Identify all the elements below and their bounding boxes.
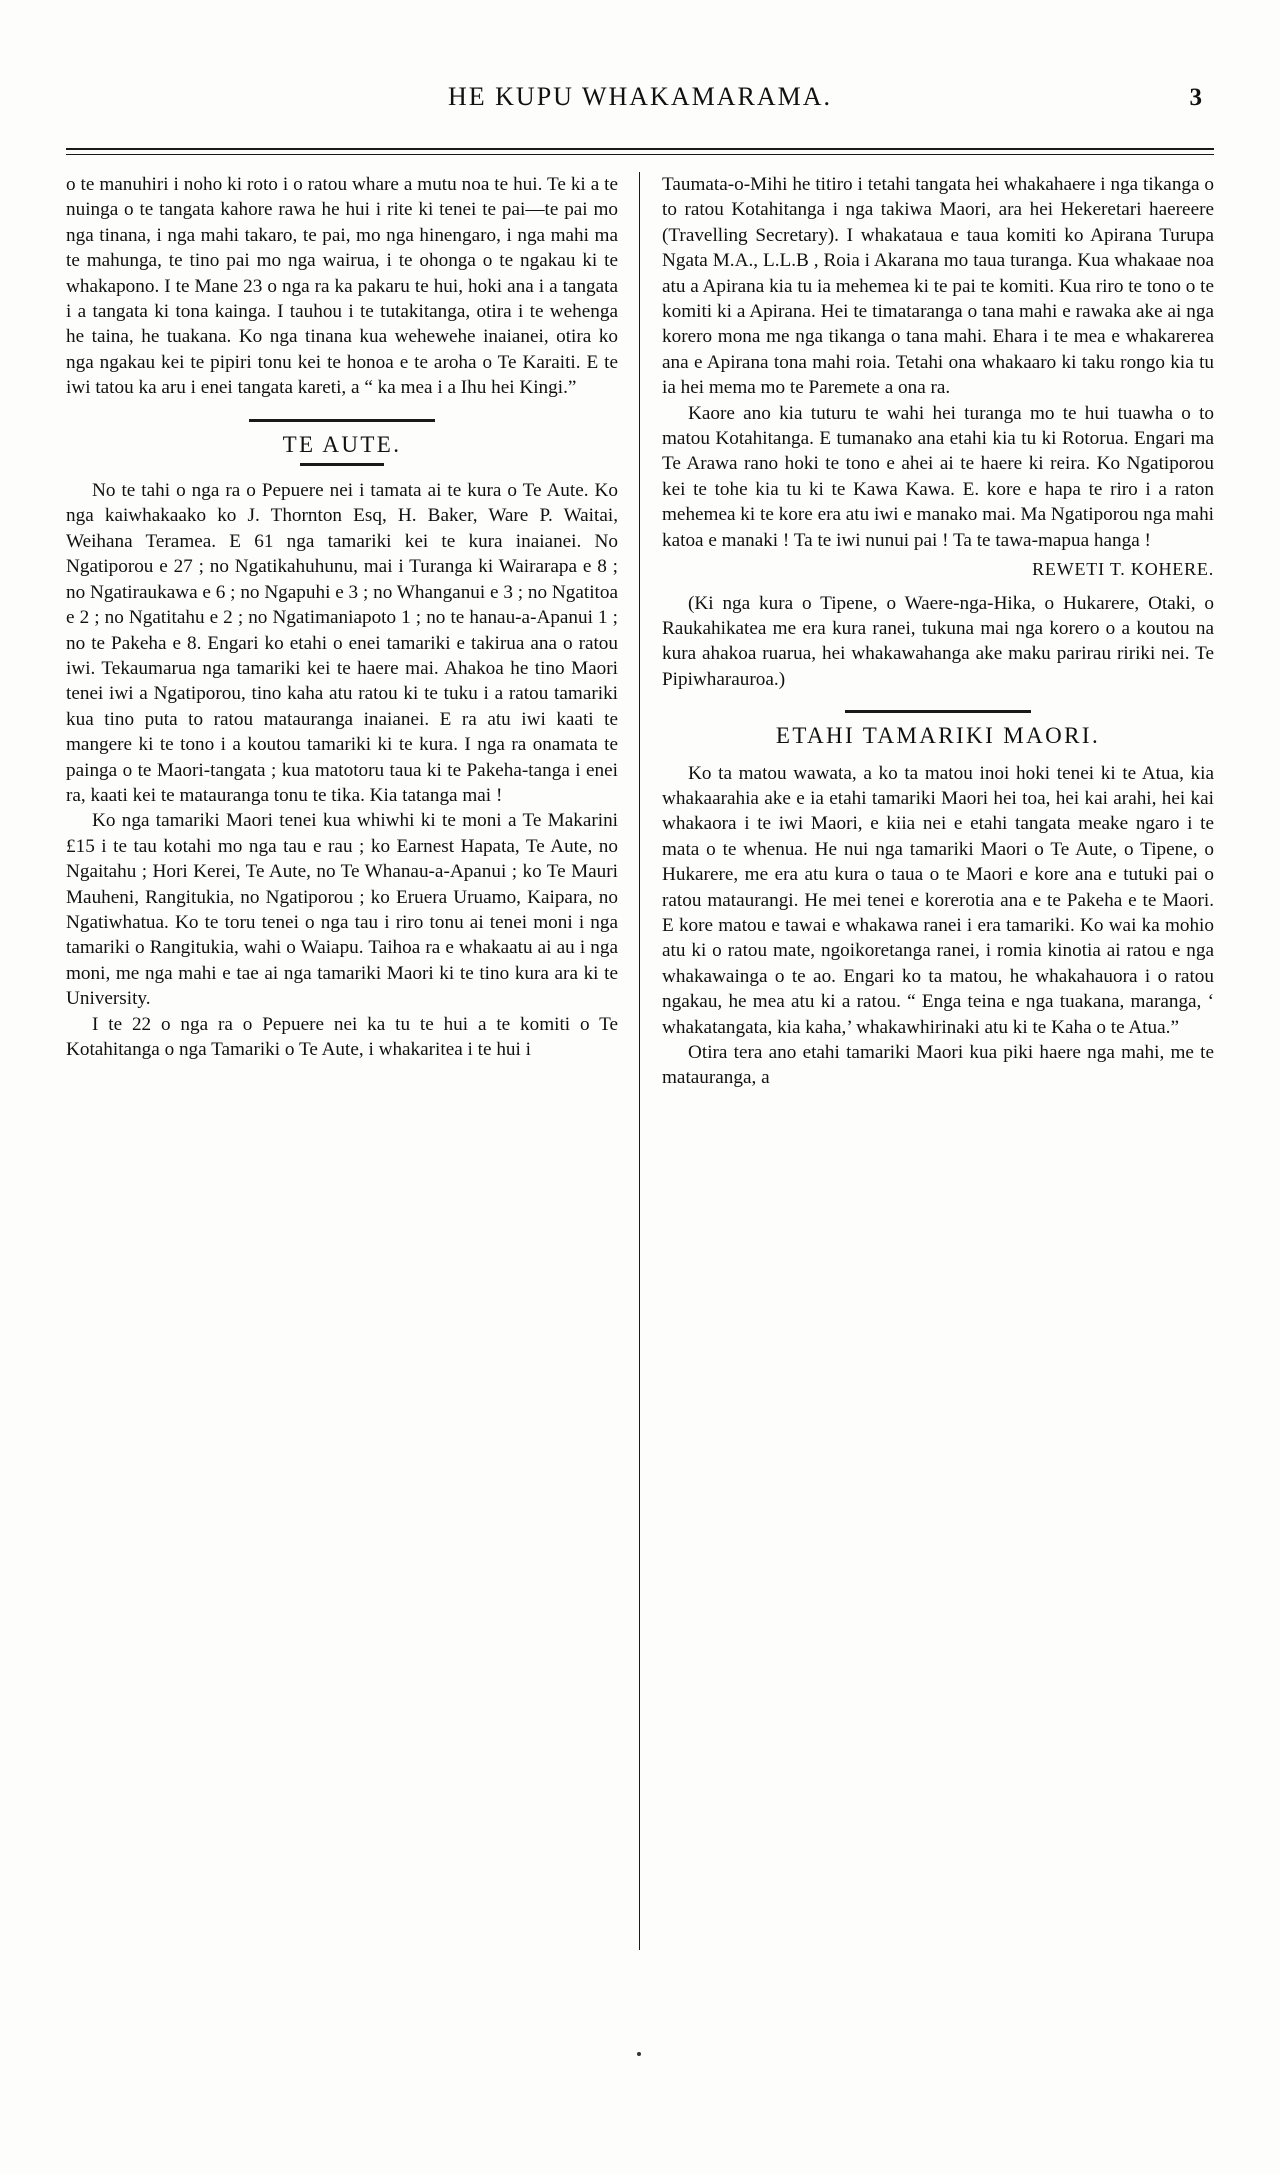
section-separator bbox=[845, 710, 1031, 713]
page-number: 3 bbox=[1189, 84, 1202, 111]
page-header bbox=[0, 82, 1280, 122]
header-rule-thin bbox=[66, 154, 1214, 155]
paragraph: Kaore ano kia tuturu te wahi hei turanga mo te hui tuawha o to matou Kotahitanga. E tumanako ana etahi kia tu ki Rotorua. Engari ma Te Arawa rano hoki te tono e ahei ai te haere ki reira. Ko Ngatiporou kei te tohe kia tu ki te Kawa Kawa. E. kore e hapa te riro i a raton mehemea ki te kore era atu iwi e manako mai. Ma Ngatiporou nga mahi katoa e manaki ! Ta te iwi nunui pai ! Ta te tawa-mapua hanga ! bbox=[662, 402, 1214, 551]
columns-container bbox=[66, 172, 1214, 1972]
paragraph: Otira tera ano etahi tamariki Maori kua piki haere nga mahi, me te matauranga, a bbox=[662, 1042, 1214, 1089]
left-column bbox=[66, 172, 618, 1062]
paragraph: I te 22 o nga ra o Pepuere nei ka tu te hui a te komiti o Te Kotahitanga o nga Tamariki o Te Aute, i whakaritea i te hui i bbox=[66, 1013, 618, 1060]
section-separator bbox=[249, 419, 435, 422]
column-divider bbox=[639, 172, 640, 1950]
editor-note-paragraph: (Ki nga kura o Tipene, o Waere-nga-Hika, o Hukarere, Otaki, o Raukahikatea me era kura ranei, tukuna mai nga korero o a koutou na kura ahakoa ruarua, hei whakawahanga ake maku parirau ririki nei. Te Pipiwharauroa.) bbox=[662, 592, 1214, 690]
section-heading-te-aute: TE AUTE. bbox=[282, 431, 402, 457]
header-rule-thick bbox=[66, 148, 1214, 150]
paragraph: No te tahi o nga ra o Pepuere nei i tamata ai te kura o Te Aute. Ko nga kaiwhakaako ko J. Thornton Esq, H. Baker, Ware P. Waitai, Weihana Teramea. E 61 nga tamariki kei te kura inaianei. No Ngatiporou e 27 ; no Ngatikahuhunu, mai i Turanga ki Wairarapa e 8 ; no Ngatiraukawa e 6 ; no Ngapuhi e 3 ; no Whanganui e 3 ; no Ngatitoa e 2 ; no Ngatitahu e 2 ; no Ngatimaniapoto 1 ; no te hanau-a-Apanui 1 ; no te Pakeha e 8. Engari ko etahi o enei tamariki e takirua ana o ratou iwi. Tekaumarua nga tamariki kei te haere mai. Ahakoa he tino Maori tenei iwi a Ngatiporou, tino kaha atu ratou ki te tuku i a ratou tamariki kua tino puta to ratou matauranga inaianei. E ra atu iwi kaati te mangere ki te tono i a koutou tamariki ki te kura. I nga ra onamata te painga o te Maori-tangata ; kua matotoru taua ki te Pakeha-tanga i enei ra, kaati kei te matauranga tonu te tika. Kia tatanga mai ! bbox=[66, 480, 618, 806]
paragraph: Taumata-o-Mihi he titiro i tetahi tangata hei whakahaere i nga tikanga o to ratou Kotahitanga i nga takiwa Maori, ara hei Hekeretari haereere (Travelling Secretary). I whakataua e taua komiti ko Apirana Turupa Ngata M.A., L.L.B , Roia i Akarana mo taua turanga. Kua whakaae noa atu a Apirana kia tu ia mehemea ki te pai te komiti. Kua riro te tono o te komiti ki a Apirana. Hei te timataranga o tana mahi e rawaka ake ai nga korero mona me nga tikanga o tana mahi. Ehara i te mea e whakarerea ana e Apirana tona mahi roia. Tetahi ona whakaaro ki taku rongo kia tu ia hei mema mo te Paremete a ona ra. bbox=[662, 174, 1214, 399]
paragraph: Ko ta matou wawata, a ko ta matou inoi hoki tenei ki te Atua, kia whakaarahia ake e ia etahi tamariki Maori hei toa, hei kai arahi, hei kai whakaora i te iwi Maori, e kiia nei e etahi tangata meake ngaro i te mata o te whenua. He nui nga tamariki Maori o Te Aute, o Tipene, o Hukarere, me era atu kura o taua o te Maori e kore ana e tutuki pai o ratou mataurangi. He mei tenei e korerotia ana e te Pakeha e te Maori. E kore matou e tawai e whakawa ranei i era tamariki. Ko wai ka mohio atu ki o ratou mate, ngoikoretanga ranei, i romia kinotia ai ratou e nga whakawainga o te ao. Engari ko ta matou, he whakahauora i o ratou ngakau, he mea atu ki a ratou. “ Enga teina e nga tuakana, maranga, ‘ whakatangata, kia kaha,’ whakawhirinaki atu ki te Kaha o te Atua.” bbox=[662, 762, 1214, 1038]
section-heading-etahi-tamariki-maori: ETAHI TAMARIKI MAORI. bbox=[775, 723, 1101, 749]
page-bottom-mark bbox=[637, 2052, 641, 2056]
article-signature: REWETI T. KOHERE. bbox=[1032, 559, 1214, 580]
paragraph: Ko nga tamariki Maori tenei kua whiwhi ki te moni a Te Makarini £15 i te tau kotahi mo nga tau e rau ; ko Earnest Hapata, Te Aute, no Ngaitahu ; Hori Kerei, Te Aute, no Te Whanau-a-Apanui ; ko Te Mauri Mauheni, Rangitukia, no Ngatiporou ; ko Eruera Uruamo, Kaipara, no Ngatiwhatua. Ko te toru tenei o nga tau i riro tonu ai tenei moni i nga tamariki o Rangitukia, wahi o Waiapu. Taihoa ra e whakaatu ai au i nga moni, me nga mahi e tae ai nga tamariki Maori ki te tino kura ara ki te University. bbox=[66, 810, 618, 1010]
paragraph: o te manuhiri i noho ki roto i o ratou whare a mutu noa te hui. Te ki a te nuinga o te tangata kahore rawa he hui i rite ki tenei te pai—te pai mo nga tinana, i nga mahi takaro, te pai, mo nga hinengaro, i nga mahi ma te mahunga, te tino pai mo nga wairua, i te ohonga o te ngakau ki te whakapono. I te Mane 23 o nga ra ka pakaru te hui, hoki ana i a tangata i a tangata ki tona kainga. I tauhou i te tutakitanga, otira i te wehenga he taina, he tuakana. Ko nga tinana kua wehewehe inaianei, otira ko nga ngakau kei te pipiri tonu kei te honoa e te aroha o Te Karaiti. E te iwi tatou ka aru i enei tangata kareti, a “ ka mea i a Ihu hei Kingi.” bbox=[66, 174, 618, 399]
right-column bbox=[662, 172, 1214, 1091]
section-heading-rule bbox=[300, 463, 384, 466]
page-title: HE KUPU WHAKAMARAMA. bbox=[447, 82, 833, 111]
